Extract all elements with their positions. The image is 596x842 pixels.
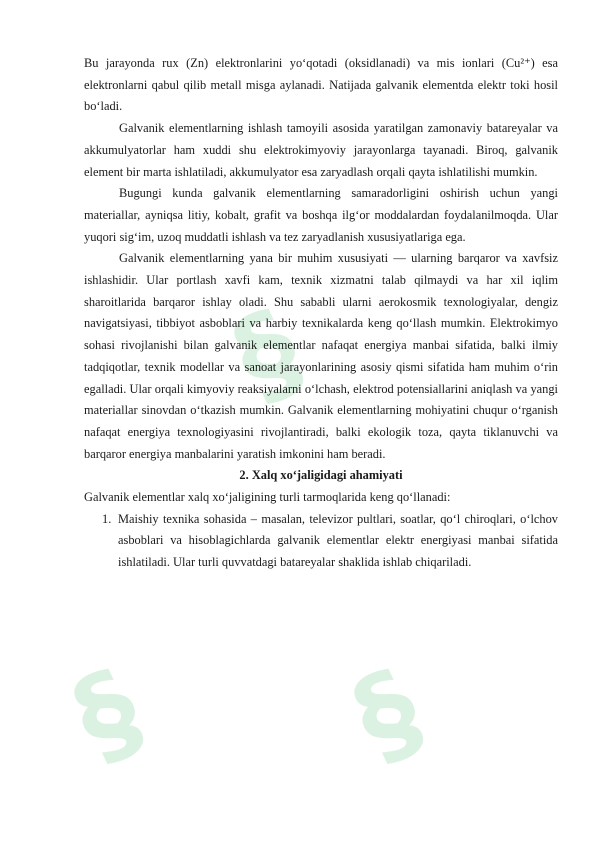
watermark-logo: §	[55, 644, 160, 784]
list-item-text: Maishiy texnika sohasida – masalan, televizor pultlari, soatlar, qo‘l chiroqlari, o‘lchov asboblari va hisoblagichlarda galvanik elementlar elektr energiyasi manbai sifatida ishlatiladi. Ular turli quvvatdagi batareyalar shaklida ishlab chiqariladi.	[118, 511, 558, 570]
paragraph: Bugungi kunda galvanik elementlarning samaradorligini oshirish uchun yangi materiallar, ayniqsa litiy, kobalt, grafit va boshqa ilg‘or moddalardan foydalanilmoqda. Ular yuqori sig‘im, uzoq muddatli ishlash va tez zaryadlanish xususiyatlariga ega.	[84, 186, 558, 244]
section-heading: 2. Xalq xo‘jaligidagi ahamiyati	[239, 468, 403, 483]
watermark-logo: §	[335, 644, 440, 784]
lead-paragraph: Galvanik elementlar xalq xo‘jaligining turli tarmoqlarida keng qo‘llanadi:	[84, 490, 451, 505]
list-item	[84, 509, 558, 574]
watermark-logo: §	[215, 284, 320, 424]
numbered-list	[84, 509, 558, 574]
paragraph: Galvanik elementlarning ishlash tamoyili asosida yaratilgan zamonaviy batareyalar va akkumulyatorlar ham xuddi shu elektrokimyoviy jarayonlarga tayanadi. Biroq, galvanik element bir marta ishlatiladi, akkumulyator esa zaryadlash orqali qayta ishlatilishi mumkin.	[84, 121, 558, 179]
paragraph: Galvanik elementlarning yana bir muhim xususiyati — ularning barqaror va xavfsiz ishlashidir. Ular portlash xavfi kam, texnik xizmatni talab qilmaydi va har xil iqlim sharoitlarida barqaror ishlay oladi. Shu sababli ularni aerokosmik texnologiyalar, dengiz navigatsiyasi, tibbiyot asboblari va harbiy texnikalarda keng qo‘llash mumkin. Elektrokimyo sohasi rivojlanishi bilan galvanik elementlar nafaqat energiya manbai sifatida, balki ilmiy tadqiqotlar, texnik modellar va sanoat jarayonlarining asosiy qismi sifatida ham muhim o‘rin egalladi. Ular orqali kimyoviy reaksiyalarni o‘lchash, elektrod potensiallarini aniqlash va yangi materiallar sinovdan o‘tkazish mumkin. Galvanik elementlarning mohiyatini chuqur o‘rganish nafaqat energiya texnologiyasini rivojlantiradi, balki ekologik toza, qayta tiklanuvchi va barqaror energiya manbalarini yaratish imkonini ham beradi.	[84, 251, 558, 461]
intro-paragraph: Bu jarayonda rux (Zn) elektronlarini yo‘qotadi (oksidlanadi) va mis ionlari (Cu²⁺) esa elektronlarni qabul qilib metall misga aylanadi. Natijada galvanik elementda elektr toki hosil bo‘ladi.	[84, 56, 558, 114]
document-body	[84, 53, 558, 574]
list-item-number: 1.	[102, 511, 112, 526]
